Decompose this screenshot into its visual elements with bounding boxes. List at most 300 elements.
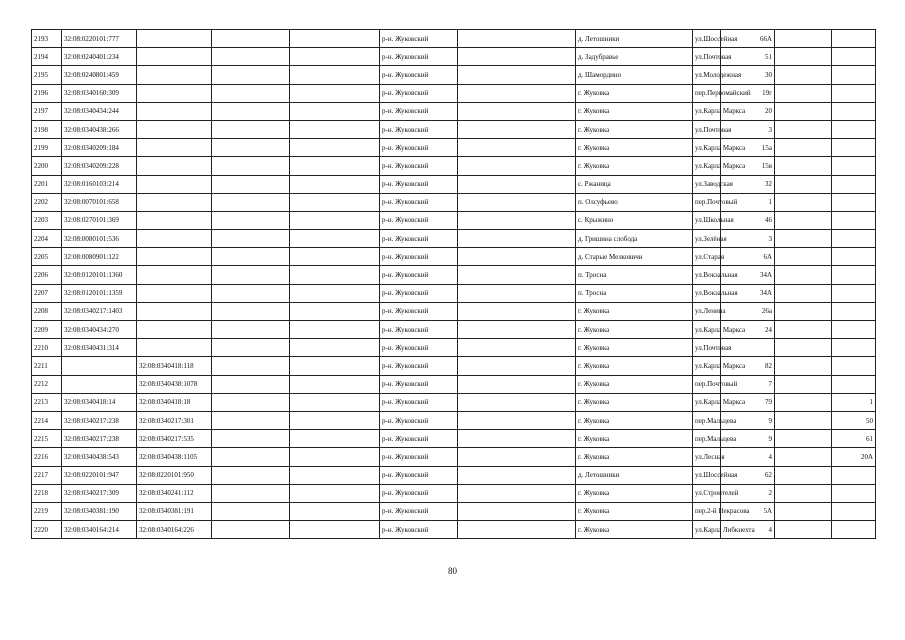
cell-district: р-н. Жуковский bbox=[380, 175, 458, 193]
table-row bbox=[32, 139, 876, 157]
cell-cad: 32:08:0340217:238 bbox=[62, 411, 137, 429]
cell-num: 2218 bbox=[32, 484, 62, 502]
cell-empty bbox=[458, 430, 576, 448]
cell-empty bbox=[212, 157, 290, 175]
cell-empty bbox=[290, 66, 380, 84]
cell-district: р-н. Жуковский bbox=[380, 375, 458, 393]
cell-empty bbox=[458, 357, 576, 375]
table-row bbox=[32, 230, 876, 248]
cell-cad2 bbox=[137, 284, 212, 302]
table-row bbox=[32, 321, 876, 339]
cell-empty bbox=[212, 502, 290, 520]
cell-flat: 1 bbox=[832, 393, 876, 411]
cell-empty bbox=[458, 411, 576, 429]
cell-cad: 32:08:0240401:234 bbox=[62, 48, 137, 66]
cell-empty bbox=[775, 175, 832, 193]
cell-empty bbox=[212, 466, 290, 484]
cell-cad2: 32:08:0340438:1078 bbox=[137, 375, 212, 393]
cell-locality: г. Жуковка bbox=[576, 157, 693, 175]
cell-district: р-н. Жуковский bbox=[380, 193, 458, 211]
cell-district: р-н. Жуковский bbox=[380, 211, 458, 229]
cell-empty bbox=[290, 193, 380, 211]
cell-house: 79 bbox=[721, 393, 775, 411]
cell-district: р-н. Жуковский bbox=[380, 302, 458, 320]
table-row bbox=[32, 375, 876, 393]
cell-empty bbox=[775, 339, 832, 357]
cell-flat bbox=[832, 230, 876, 248]
table-row bbox=[32, 30, 876, 48]
cell-num: 2200 bbox=[32, 157, 62, 175]
cell-empty bbox=[775, 375, 832, 393]
cell-street: ул.Строителей bbox=[693, 484, 721, 502]
cell-house: 3 bbox=[721, 120, 775, 138]
cell-empty bbox=[212, 430, 290, 448]
cell-district: р-н. Жуковский bbox=[380, 30, 458, 48]
cell-cad: 32:08:0080901:122 bbox=[62, 248, 137, 266]
cell-house: 30 bbox=[721, 66, 775, 84]
table-row bbox=[32, 411, 876, 429]
cell-empty bbox=[212, 284, 290, 302]
cell-num: 2213 bbox=[32, 393, 62, 411]
cell-empty bbox=[290, 521, 380, 539]
cell-cad: 32:08:0340381:190 bbox=[62, 502, 137, 520]
cell-empty bbox=[290, 466, 380, 484]
cell-empty bbox=[212, 175, 290, 193]
cell-num: 2195 bbox=[32, 66, 62, 84]
cell-house: 4 bbox=[721, 521, 775, 539]
cell-empty bbox=[290, 120, 380, 138]
cell-empty bbox=[775, 66, 832, 84]
cell-empty bbox=[212, 339, 290, 357]
cell-cad2 bbox=[137, 302, 212, 320]
cell-empty bbox=[290, 339, 380, 357]
cell-flat bbox=[832, 321, 876, 339]
cell-empty bbox=[290, 102, 380, 120]
cell-num: 2209 bbox=[32, 321, 62, 339]
cell-empty bbox=[212, 48, 290, 66]
cell-empty bbox=[212, 120, 290, 138]
cell-empty bbox=[458, 230, 576, 248]
cell-locality: г. Жуковка bbox=[576, 375, 693, 393]
table-row bbox=[32, 193, 876, 211]
cell-flat bbox=[832, 521, 876, 539]
cell-house: 3 bbox=[721, 230, 775, 248]
cell-empty bbox=[212, 375, 290, 393]
cell-empty bbox=[290, 84, 380, 102]
cell-empty bbox=[775, 502, 832, 520]
cell-empty bbox=[290, 321, 380, 339]
cell-locality: г. Жуковка bbox=[576, 102, 693, 120]
cell-num: 2199 bbox=[32, 139, 62, 157]
cell-empty bbox=[290, 484, 380, 502]
cell-cad2 bbox=[137, 84, 212, 102]
cell-empty bbox=[290, 411, 380, 429]
cell-empty bbox=[212, 139, 290, 157]
cell-num: 2194 bbox=[32, 48, 62, 66]
cell-cad bbox=[62, 357, 137, 375]
cell-num: 2208 bbox=[32, 302, 62, 320]
cell-flat bbox=[832, 502, 876, 520]
cell-empty bbox=[290, 284, 380, 302]
cell-street: ул.Школьная bbox=[693, 211, 721, 229]
table-row bbox=[32, 102, 876, 120]
page-number: 80 bbox=[448, 566, 457, 576]
cell-cad2: 32:08:0340381:191 bbox=[137, 502, 212, 520]
cell-house: 9 bbox=[721, 430, 775, 448]
cell-num: 2206 bbox=[32, 266, 62, 284]
table-row bbox=[32, 284, 876, 302]
cell-locality: г. Жуковка bbox=[576, 448, 693, 466]
cell-cad bbox=[62, 375, 137, 393]
cell-district: р-н. Жуковский bbox=[380, 139, 458, 157]
register-table bbox=[31, 29, 876, 539]
cell-flat bbox=[832, 175, 876, 193]
cell-locality: д. Шамордино bbox=[576, 66, 693, 84]
cell-num: 2217 bbox=[32, 466, 62, 484]
cell-house: 82 bbox=[721, 357, 775, 375]
cell-street: ул.Молодежная bbox=[693, 66, 721, 84]
cell-street: ул.Почтовая bbox=[693, 339, 721, 357]
cell-num: 2204 bbox=[32, 230, 62, 248]
cell-empty bbox=[212, 211, 290, 229]
table-row bbox=[32, 430, 876, 448]
cell-empty bbox=[775, 230, 832, 248]
cell-street: ул.Карла Маркса bbox=[693, 102, 721, 120]
cell-empty bbox=[458, 30, 576, 48]
cell-locality: д. Задубравье bbox=[576, 48, 693, 66]
cell-empty bbox=[458, 157, 576, 175]
cell-house: 5А bbox=[721, 502, 775, 520]
cell-locality: г. Жуковка bbox=[576, 120, 693, 138]
cell-cad: 32:08:0270101:369 bbox=[62, 211, 137, 229]
cell-num: 2197 bbox=[32, 102, 62, 120]
cell-locality: г. Жуковка bbox=[576, 411, 693, 429]
cell-empty bbox=[212, 30, 290, 48]
cell-street: пер.Мальцева bbox=[693, 430, 721, 448]
cell-district: р-н. Жуковский bbox=[380, 230, 458, 248]
cell-district: р-н. Жуковский bbox=[380, 284, 458, 302]
cell-house: 15а bbox=[721, 139, 775, 157]
table-row bbox=[32, 302, 876, 320]
cell-street: пер.Почтовый bbox=[693, 375, 721, 393]
cell-empty bbox=[775, 139, 832, 157]
cell-locality: г. Жуковка bbox=[576, 302, 693, 320]
cell-empty bbox=[458, 284, 576, 302]
cell-empty bbox=[458, 66, 576, 84]
cell-flat bbox=[832, 30, 876, 48]
cell-empty bbox=[775, 484, 832, 502]
cell-house: 4 bbox=[721, 448, 775, 466]
cell-house: 6А bbox=[721, 248, 775, 266]
cell-empty bbox=[458, 120, 576, 138]
cell-flat bbox=[832, 193, 876, 211]
cell-cad2 bbox=[137, 175, 212, 193]
cell-empty bbox=[775, 248, 832, 266]
table-row bbox=[32, 484, 876, 502]
table-row bbox=[32, 48, 876, 66]
cell-empty bbox=[775, 393, 832, 411]
cell-street: ул.Карла Маркса bbox=[693, 321, 721, 339]
table-row bbox=[32, 266, 876, 284]
cell-empty bbox=[458, 211, 576, 229]
cell-num: 2196 bbox=[32, 84, 62, 102]
cell-house: 7 bbox=[721, 375, 775, 393]
cell-flat bbox=[832, 211, 876, 229]
cell-house: 24 bbox=[721, 321, 775, 339]
cell-empty bbox=[775, 266, 832, 284]
cell-district: р-н. Жуковский bbox=[380, 393, 458, 411]
cell-locality: г. Жуковка bbox=[576, 521, 693, 539]
cell-empty bbox=[290, 393, 380, 411]
cell-district: р-н. Жуковский bbox=[380, 102, 458, 120]
table-row bbox=[32, 521, 876, 539]
cell-house: 26а bbox=[721, 302, 775, 320]
cell-empty bbox=[458, 339, 576, 357]
table-row bbox=[32, 393, 876, 411]
cell-street: ул.Карла Маркса bbox=[693, 393, 721, 411]
cell-locality: д. Старые Мелковичи bbox=[576, 248, 693, 266]
cell-street: ул.Зелёная bbox=[693, 230, 721, 248]
cell-cad: 32:08:0340217:238 bbox=[62, 430, 137, 448]
cell-house: 19г bbox=[721, 84, 775, 102]
cell-empty bbox=[290, 157, 380, 175]
cell-empty bbox=[212, 411, 290, 429]
cell-street: пер.Первомайский bbox=[693, 84, 721, 102]
cell-district: р-н. Жуковский bbox=[380, 339, 458, 357]
cell-cad2 bbox=[137, 157, 212, 175]
cell-empty bbox=[458, 248, 576, 266]
cell-district: р-н. Жуковский bbox=[380, 66, 458, 84]
cell-empty bbox=[458, 375, 576, 393]
cell-locality: г. Жуковка bbox=[576, 139, 693, 157]
cell-locality: д. Летошники bbox=[576, 30, 693, 48]
cell-num: 2214 bbox=[32, 411, 62, 429]
cell-district: р-н. Жуковский bbox=[380, 84, 458, 102]
cell-cad: 32:08:0070101:658 bbox=[62, 193, 137, 211]
cell-flat: 20А bbox=[832, 448, 876, 466]
cell-empty bbox=[775, 102, 832, 120]
cell-empty bbox=[212, 484, 290, 502]
cell-locality: д. Гришина слобода bbox=[576, 230, 693, 248]
table-row bbox=[32, 502, 876, 520]
cell-empty bbox=[212, 321, 290, 339]
cell-empty bbox=[458, 193, 576, 211]
cell-house: 66А bbox=[721, 30, 775, 48]
cell-flat bbox=[832, 484, 876, 502]
cell-num: 2219 bbox=[32, 502, 62, 520]
cell-empty bbox=[458, 84, 576, 102]
cell-cad: 32:08:0220101:947 bbox=[62, 466, 137, 484]
cell-house: 51 bbox=[721, 48, 775, 66]
cell-num: 2207 bbox=[32, 284, 62, 302]
cell-empty bbox=[458, 484, 576, 502]
cell-empty bbox=[775, 466, 832, 484]
table-row bbox=[32, 339, 876, 357]
cell-empty bbox=[775, 357, 832, 375]
cell-empty bbox=[290, 266, 380, 284]
cell-flat bbox=[832, 284, 876, 302]
cell-empty bbox=[290, 502, 380, 520]
cell-flat bbox=[832, 375, 876, 393]
cell-district: р-н. Жуковский bbox=[380, 321, 458, 339]
cell-street: пер.2-й Некрасова bbox=[693, 502, 721, 520]
cell-empty bbox=[775, 120, 832, 138]
cell-street: ул.Ленина bbox=[693, 302, 721, 320]
cell-cad: 32:08:0340431:314 bbox=[62, 339, 137, 357]
cell-district: р-н. Жуковский bbox=[380, 430, 458, 448]
cell-flat bbox=[832, 120, 876, 138]
cell-empty bbox=[775, 157, 832, 175]
cell-num: 2202 bbox=[32, 193, 62, 211]
cell-empty bbox=[290, 448, 380, 466]
cell-locality: г. Жуковка bbox=[576, 430, 693, 448]
cell-empty bbox=[212, 357, 290, 375]
cell-cad2 bbox=[137, 230, 212, 248]
cell-empty bbox=[775, 30, 832, 48]
cell-locality: г. Жуковка bbox=[576, 84, 693, 102]
cell-street: ул.Карла Маркса bbox=[693, 139, 721, 157]
cell-empty bbox=[290, 175, 380, 193]
cell-empty bbox=[290, 139, 380, 157]
cell-empty bbox=[775, 448, 832, 466]
table-row bbox=[32, 248, 876, 266]
cell-flat bbox=[832, 339, 876, 357]
cell-street: ул.Почтовая bbox=[693, 120, 721, 138]
cell-house: 62 bbox=[721, 466, 775, 484]
cell-locality: д. Летошники bbox=[576, 466, 693, 484]
cell-empty bbox=[212, 266, 290, 284]
cell-cad: 32:08:0340209:184 bbox=[62, 139, 137, 157]
cell-cad2 bbox=[137, 211, 212, 229]
cell-empty bbox=[212, 521, 290, 539]
cell-empty bbox=[212, 102, 290, 120]
table-row bbox=[32, 157, 876, 175]
cell-empty bbox=[775, 321, 832, 339]
cell-empty bbox=[458, 139, 576, 157]
cell-empty bbox=[290, 302, 380, 320]
cell-locality: с. Ржаница bbox=[576, 175, 693, 193]
cell-empty bbox=[458, 175, 576, 193]
cell-flat bbox=[832, 266, 876, 284]
cell-num: 2201 bbox=[32, 175, 62, 193]
cell-house: 1 bbox=[721, 193, 775, 211]
cell-flat bbox=[832, 84, 876, 102]
cell-empty bbox=[212, 230, 290, 248]
table-row bbox=[32, 175, 876, 193]
cell-cad: 32:08:0340434:270 bbox=[62, 321, 137, 339]
cell-flat: 61 bbox=[832, 430, 876, 448]
table-row bbox=[32, 357, 876, 375]
cell-empty bbox=[775, 521, 832, 539]
cell-empty bbox=[290, 375, 380, 393]
cell-empty bbox=[458, 502, 576, 520]
cell-cad2: 32:08:0340217:301 bbox=[137, 411, 212, 429]
cell-house: 9 bbox=[721, 411, 775, 429]
cell-empty bbox=[290, 30, 380, 48]
cell-cad: 32:08:0340434:244 bbox=[62, 102, 137, 120]
cell-cad2: 32:08:0340418:118 bbox=[137, 357, 212, 375]
cell-street: ул.Старая bbox=[693, 248, 721, 266]
cell-cad2 bbox=[137, 266, 212, 284]
table-row bbox=[32, 66, 876, 84]
cell-cad2 bbox=[137, 193, 212, 211]
cell-district: р-н. Жуковский bbox=[380, 466, 458, 484]
cell-locality: г. Жуковка bbox=[576, 502, 693, 520]
cell-empty bbox=[212, 248, 290, 266]
cell-empty bbox=[212, 302, 290, 320]
cell-street: пер.Мальцева bbox=[693, 411, 721, 429]
cell-empty bbox=[775, 48, 832, 66]
cell-locality: г. Жуковка bbox=[576, 357, 693, 375]
cell-district: р-н. Жуковский bbox=[380, 120, 458, 138]
cell-cad2 bbox=[137, 66, 212, 84]
cell-locality: п. Олсуфьево bbox=[576, 193, 693, 211]
cell-street: ул.Шоссейная bbox=[693, 30, 721, 48]
cell-empty bbox=[775, 430, 832, 448]
cell-locality: с. Крыжино bbox=[576, 211, 693, 229]
cell-district: р-н. Жуковский bbox=[380, 357, 458, 375]
cell-empty bbox=[458, 48, 576, 66]
cell-num: 2198 bbox=[32, 120, 62, 138]
cell-flat bbox=[832, 357, 876, 375]
cell-cad: 32:08:0340160:309 bbox=[62, 84, 137, 102]
cell-empty bbox=[458, 266, 576, 284]
cell-locality: г. Жуковка bbox=[576, 393, 693, 411]
cell-district: р-н. Жуковский bbox=[380, 502, 458, 520]
cell-cad: 32:08:0240801:459 bbox=[62, 66, 137, 84]
cell-cad2 bbox=[137, 30, 212, 48]
cell-district: р-н. Жуковский bbox=[380, 157, 458, 175]
cell-cad2 bbox=[137, 102, 212, 120]
cell-empty bbox=[775, 302, 832, 320]
cell-street: пер.Почтовый bbox=[693, 193, 721, 211]
cell-empty bbox=[212, 193, 290, 211]
cell-empty bbox=[775, 211, 832, 229]
cell-street: ул.Карла Маркса bbox=[693, 357, 721, 375]
cell-num: 2203 bbox=[32, 211, 62, 229]
cell-empty bbox=[458, 102, 576, 120]
cell-empty bbox=[290, 248, 380, 266]
cell-cad2: 32:08:0340241:112 bbox=[137, 484, 212, 502]
cell-house: 32 bbox=[721, 175, 775, 193]
cell-cad: 32:08:0160103:214 bbox=[62, 175, 137, 193]
cell-flat bbox=[832, 248, 876, 266]
cell-locality: г. Жуковка bbox=[576, 484, 693, 502]
cell-empty bbox=[458, 321, 576, 339]
cell-num: 2215 bbox=[32, 430, 62, 448]
table-row bbox=[32, 120, 876, 138]
cell-street: ул.Вокзальная bbox=[693, 266, 721, 284]
cell-house: 2 bbox=[721, 484, 775, 502]
cell-street: ул.Карла Маркса bbox=[693, 157, 721, 175]
cell-cad: 32:08:0340217:309 bbox=[62, 484, 137, 502]
cell-num: 2211 bbox=[32, 357, 62, 375]
cell-empty bbox=[290, 430, 380, 448]
cell-empty bbox=[458, 521, 576, 539]
cell-empty bbox=[290, 48, 380, 66]
cell-house: 34А bbox=[721, 266, 775, 284]
cell-cad: 32:08:0340438:266 bbox=[62, 120, 137, 138]
cell-num: 2193 bbox=[32, 30, 62, 48]
cell-district: р-н. Жуковский bbox=[380, 484, 458, 502]
cell-empty bbox=[775, 193, 832, 211]
cell-district: р-н. Жуковский bbox=[380, 448, 458, 466]
cell-cad2 bbox=[137, 339, 212, 357]
cell-street: ул.Почтовая bbox=[693, 48, 721, 66]
table-row bbox=[32, 211, 876, 229]
table-row bbox=[32, 448, 876, 466]
cell-empty bbox=[290, 230, 380, 248]
